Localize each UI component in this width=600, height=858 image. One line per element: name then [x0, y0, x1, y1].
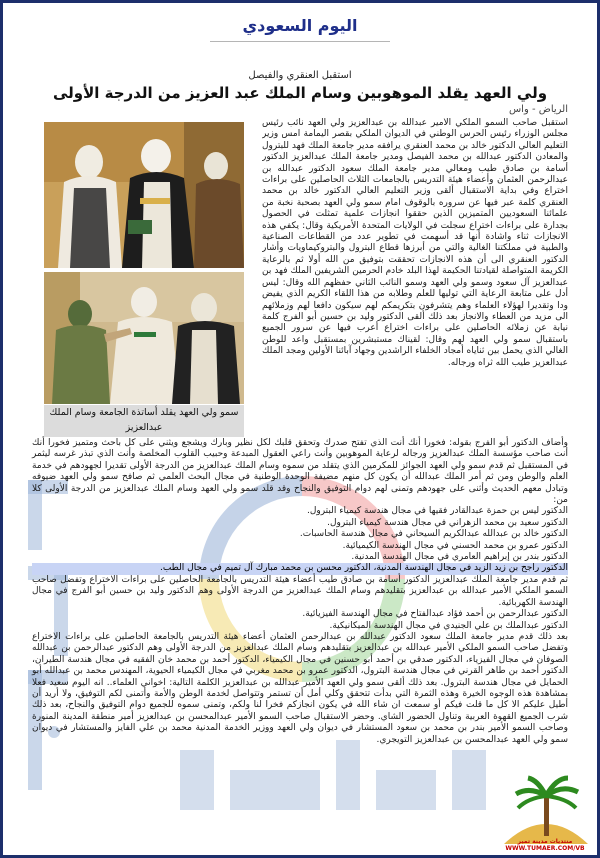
newspaper-header: [0, 16, 600, 42]
honoree-line: الدكتور عبدالرحمن بن أحمد فؤاد عبدالفتاح في مجال الهندسة الفيزيائية.: [302, 609, 568, 620]
site-url[interactable]: [496, 838, 594, 852]
article-headline: ولي العهد يقلد الموهوبين وسام الملك عبد العزيز من الدرجة الأولى: [52, 84, 548, 102]
newspaper-title: اليوم السعودي: [242, 16, 358, 35]
medal-ceremony-photo-icon: [44, 272, 244, 404]
honoree-line: الدكتور خالد بن عبدالله عبدالكريم السيحاني في مجال هندسة الحاسبات.: [299, 529, 568, 540]
article-paragraph-bottom: بعد ذلك قدم مدير جامعة الملك سعود الدكتور عبدالله بن عبدالرحمن العثمان أعضاء هيئة التدريس بالجامعة الحاصلين على براءات الاختراع وتفضل صاحب السمو الملكي الأمير عبدالله بن عبدالعزيز بتقليدهم وسام الملك عبدالعزيز من الدرجة الأولى وهم الدكتور عبدالرحمن بن عبدالله الصوفان في مجال الفيزياء، الدكتور صدقي بن أحمد أبو حسنين في مجال الكيمياء، الدكتور أحمد بن محمد خان الفقيه في مجال هندسة الطيران، الدكتور أحمد بن طاهر القرني في مجال هندسة البترول، الدكتور عمرو بن محمد مغربي في مجال الكيمياء الحيوية، المهندس محمد بن عبدالله أبو الحمايل في مجال هندسة البترول. بعد ذلك ألقى سمو ولي العهد الأمير عبدالله بن عبدالعزيز الكلمة التالية: اخواني العلماء.. انه اليوم سعيد فعلا بمشاهدة هذه الوجوه الخيرة وهذه الثمرة التي بدأت تتحقق وكلي أمل أن تستمر وتتواصل لخدمة الوطن والأمة وأتمنى لكم التوفيق، ولا أريد أن أطيل عليكم الا كل ما قلت فيكم أو سمعت ان شاء الله في يكون انجازكم فخرا لنا ولكم، وتمنى سموه للجميع دوام التوفيق والنجاح، بعد ذلك شرب الجميع القهوة العربية وتناول الحضور الشاي. وحضر الاستقبال صاحب السمو الأمير عبدالمحسن بن عبدالعزيز أمير منطقة المدينة المنورة وصاحب السمو الأمير بندر بن محمد بن سعود المستشار في ديوان ولي العهد ووزير الخدمة المدنية محمد بن علي الفايز والمستشار في ديوان سمو ولي العهد عبدالمحسن بن عبدالعزيز التويجري.: [32, 631, 568, 745]
article-paragraph-top: استقبل صاحب السمو الملكي الأمير عبدالله بن عبدالعزيز ولي العهد نائب رئيس مجلس الوزراء رئيس الحرس الوطني في الديوان الملكي بقصر اليمامة امس وزير التعليم العالي الدكتور خالد بن محمد العنقري يرافقه مدير جامعة الملك فهد للبترول والمعادن الدكتور عبدالله بن محمد الفيصل ومدير جامعة الملك عبدالعزيز الدكتور أسامة بن صادق طيب ومعالي مدير جامعة الملك سعود الدكتور عبدالله بن عبدالرحمن العثمان وأعضاء هيئة التدريس بالجامعات الثلاث الحاصلين على براءات اختراع وفي بداية الاستقبال ألقى وزير التعليم العالي الدكتور خالد بن محمد العنقري كلمة عبر فيها عن سروره بالوقوف امام سمو ولي العهد بصحبة نخبة من علمائنا السعوديين المتميزين الذين حققوا انجازات علمية تمثلت في الحصول بجدارة على براءات اختراع سجلت في الولايات المتحدة الأمريكية وقال: يكفي هذه الانجازات ثناء واشادة أنها قد أسهمت في تطوير عدد من القطاعات الصناعية والطبية في مملكتنا الغالية والتي من أبرزها قطاع البترول والبتروكيماويات وأشار الدكتور العنقري الى أن هذه الانجازات تحققت بتوفيق من الله أولا ثم بالرعاية الكريمة المتواصلة لقيادتنا الحكيمة لهذا البلد خادم الحرمين الشريفين الملك فهد بن عبدالعزيز آل سعود وسمو ولي العهد وسمو النائب الثاني حفظهم الله وقال: ليس أدل على متابعة الرعاية التي توليها للعلم وطلابه من هذا اللقاء الكريم الذي يفيض ودا وتقديرا لهؤلاء العلماء وهم يتشرفون بتكريمكم لهم سيكون دافعا لهم وزملائهم الى مزيد من العطاء والانجاز بعد ذلك ألقى الدكتور وليد بن حسين أبو الفرج كلمة نيابة عن زملائه الحاصلين على براءات اختراع أعرب فيها عن سرور الجميع باستقبال سمو ولي العهد لهم وقال: لقيناك مستبشرين بمستقبل واعد للوطن الغالي الذي يحمل بين ثناياه أمجاد الخلفاء الراشدين وجهاد آبائنا الأولين ومجد الملك عبدالعزيز طيب الله ثراه ورجاله.: [262, 118, 568, 368]
honoree-line-highlighted: الدكتور راجح بن زيد الزيد في مجال الهندسة المدنية، الدكتور محسن بن محمد مبارك آل تميم في مجال الطب.: [32, 563, 568, 574]
article-paragraph-after: ثم قدم مدير جامعة الملك عبدالعزيز الدكتور أسامة بن صادق طيب أعضاء هيئة التدريس بالجامعة الحاصلين على براءات الاختراع وتفضل صاحب السمو الملكي الأمير عبدالله بن عبدالعزيز بتقليدهم وسام الملك عبدالعزيز من الدرجة الأولى وهم الدكتور وليد بن حسين أبو الفرج في مجال الهندسة الكهربائية.: [32, 574, 568, 608]
article-dateline: الرياض - واس: [508, 104, 568, 115]
honoree-line: الدكتور ليس بن حمزة عبدالقادر فقيها في مجال هندسة كيمياء البترول.: [306, 506, 568, 517]
honoree-line: الدكتور بندر بن إبراهيم العامري في مجال الهندسة المدنية.: [351, 552, 568, 563]
header-divider: [210, 41, 390, 42]
honoree-line: الدكتور عبدالملك بن علي الجنيدي في مجال الهندسة الميكانيكية.: [329, 620, 568, 631]
honoree-line: الدكتور عمرو بن محمد الحسني في مجال الهندسة الكيميائية.: [342, 540, 568, 551]
photo-caption: سمو ولي العهد يقلد أساتذة الجامعة وسام الملك عبدالعزيز: [44, 405, 244, 437]
honoree-line: الدكتور سعيد بن محمد الزهراني في مجال هندسة كيمياء البترول.: [327, 517, 568, 528]
article-paragraph-mid: وأضاف الدكتور أبو الفرج بقوله: فخورا أنك أنت الذي تفتح صدرك وتحقق قلبك لكل نظير وبارك ويشجع ويثني على كل باحث ومتميز فخورا أنك أنت صاحب مؤسسة الملك عبدالعزيز ورجاله لرعاية الموهوبين وأنت راعي العقول المبدعة وحبيب القلوب المخلصة وأنت الذي تبذر غرسه ليثمر في المستقبل ثم قدم سمو ولي العهد الجوائز للمكرمين الذي يتقلد من سموه وسام الملك عبدالعزيز من الدرجة الأولى تقديرا لجهودهم في خدمة العلم والوطن ومن ثم أمر الملك عبدالله أن يكون كل منهم مضيفة الوحدة الوطنية في مجال البحث العلمي ثم صافح سمو ولي العهد ضيوفه وتبادل معهم الحديث وأثنى على جهودهم وتمنى لهم دوام التوفيق والنجاح وقد قلد سمو ولي العهد وسام الملك عبدالعزيز من الدرجة الأولى كلا من:: [32, 438, 568, 506]
ceremony-photo-icon: [44, 122, 244, 268]
article-body-lower: [32, 438, 568, 746]
site-url-text: WWW.TUMAER.COM/VB: [505, 845, 585, 852]
site-name: منتديات مدينة تمير: [517, 838, 573, 845]
article-kicker: استقبل العنقري والفيصل: [248, 70, 352, 81]
